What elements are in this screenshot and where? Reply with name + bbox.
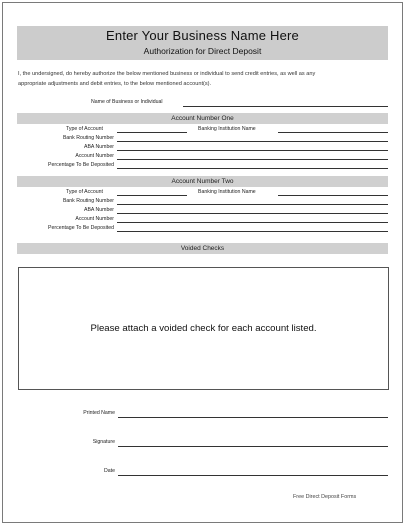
account-two-routing-field[interactable]: [117, 204, 388, 205]
account-one-number-field[interactable]: [117, 159, 388, 160]
account-one-routing-label: Bank Routing Number: [62, 135, 114, 141]
business-name-field[interactable]: [183, 106, 388, 107]
authorization-statement: [18, 69, 390, 89]
account-two-aba-field[interactable]: [117, 213, 388, 214]
signature-field[interactable]: [118, 446, 388, 447]
voided-checks-header: Voided Checks: [17, 243, 388, 254]
authorization-line-2: appropriate adjustments and debit entries, to the below mentioned account(s).: [18, 81, 212, 87]
account-one-percentage-field[interactable]: [117, 168, 388, 169]
printed-name-label: Printed Name: [83, 410, 115, 416]
account-one-bank-label: Banking Institution Name: [198, 126, 256, 132]
signature-label: Signature: [92, 439, 115, 445]
account-two-routing-label: Bank Routing Number: [62, 198, 114, 204]
business-name-title: Enter Your Business Name Here: [106, 28, 299, 43]
form-page: [2, 2, 403, 523]
account-two-type-label: Type of Account: [66, 189, 103, 195]
printed-name-field[interactable]: [118, 417, 388, 418]
account-one-aba-label: ABA Number: [84, 144, 114, 150]
account-one-percentage-label: Percentage To Be Deposited: [48, 162, 114, 168]
account-two-bank-label: Banking Institution Name: [198, 189, 256, 195]
voided-check-instruction: Please attach a voided check for each account listed.: [90, 323, 317, 334]
account-two-header: Account Number Two: [17, 176, 388, 187]
account-one-header: Account Number One: [17, 113, 388, 124]
account-one-type-label: Type of Account: [66, 126, 103, 132]
account-two-aba-label: ABA Number: [84, 207, 114, 213]
voided-check-attachment-area: [18, 267, 389, 390]
title-band: [17, 26, 388, 60]
form-subtitle: Authorization for Direct Deposit: [143, 46, 262, 56]
account-two-type-field[interactable]: [117, 195, 187, 196]
footer-link[interactable]: Free Direct Deposit Forms: [293, 494, 357, 500]
account-one-bank-field[interactable]: [278, 132, 388, 133]
date-label: Date: [104, 468, 115, 474]
account-two-percentage-label: Percentage To Be Deposited: [48, 225, 114, 231]
account-two-percentage-field[interactable]: [117, 231, 388, 232]
date-field[interactable]: [118, 475, 388, 476]
account-two-bank-field[interactable]: [278, 195, 388, 196]
business-name-label: Name of Business or Individual: [91, 99, 163, 105]
authorization-line-1: I, the undersigned, do hereby authorize the below mentioned business or individual to send credit entries, as well as any: [18, 71, 316, 77]
account-one-type-field[interactable]: [117, 132, 187, 133]
account-one-aba-field[interactable]: [117, 150, 388, 151]
account-two-number-field[interactable]: [117, 222, 388, 223]
account-two-number-label: Account Number: [75, 216, 114, 222]
account-one-number-label: Account Number: [75, 153, 114, 159]
account-one-routing-field[interactable]: [117, 141, 388, 142]
